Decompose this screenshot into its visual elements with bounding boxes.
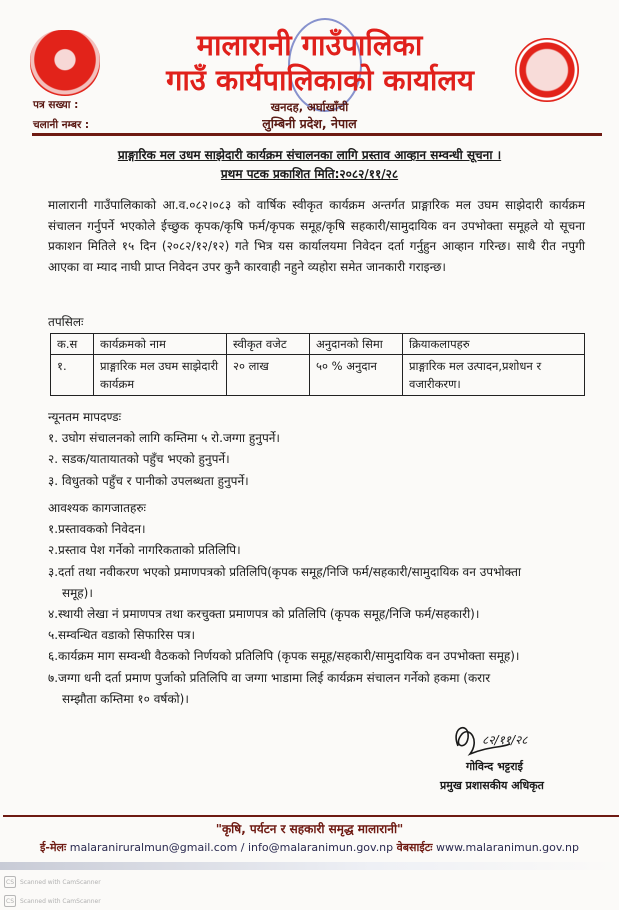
documents-section	[48, 498, 593, 710]
list-item: ६.कार्यक्रम माग सम्वन्धी वैठकको निर्णयको प्रतिलिपि (कृपक समूह/सहकारी/सामुदायिक वन उपभोक्ता समूह)।	[48, 649, 520, 664]
signature-date: ८२/११/२८	[482, 733, 528, 747]
watermark-text: Scanned with CamScanner	[20, 878, 101, 886]
dispatch-number-label: चलानी नम्बर :	[33, 119, 90, 131]
website-label: वेबसाईटः	[396, 841, 433, 854]
address-province: लुम्बिनी प्रदेश, नेपाल	[262, 116, 357, 131]
criteria-label: न्यूनतम मापदण्डः	[48, 410, 122, 424]
table-header-row	[51, 334, 585, 355]
list-item: २.प्रस्ताव पेश गर्नेको नागरिकताको प्रतिलिपि।	[48, 543, 241, 558]
signatory-role: प्रमुख प्रशासकीय अधिकृत	[440, 779, 544, 792]
footer-divider	[3, 815, 619, 817]
cell-grant-limit: ५० % अनुदान	[310, 355, 403, 396]
camscanner-icon: CS	[4, 876, 16, 888]
column-header-budget: स्वीकृत वजेट	[227, 334, 310, 355]
camscanner-icon: CS	[4, 895, 16, 907]
list-item-continuation: समूह)।	[62, 585, 93, 600]
address-district: खनदह, अर्घाखाँची	[270, 100, 349, 114]
criteria-section	[48, 407, 593, 492]
notice-title: प्राङ्गारिक मल उधम साझेदारी कार्यक्रम संचालनका लागि प्रस्ताव आव्हान सम्वन्धी सूचना ।	[117, 148, 502, 162]
documents-label: आवश्यक कागजातहरुः	[48, 501, 146, 515]
list-item-continuation: सम्झौता कम्तिमा १० वर्षको)।	[62, 691, 189, 706]
column-header-program-name: कार्यक्रमको नाम	[94, 334, 227, 355]
column-header-activities: क्रियाकलापहरु	[403, 334, 585, 355]
watermark-text: Scanned with CamScanner	[20, 897, 101, 905]
list-item: ७.जग्गा धनी दर्ता प्रमाण पुर्जाको प्रतिलिपि वा जग्गा भाडामा लिई कार्यक्रम संचालन गर्नेको हकमा (करार	[48, 670, 491, 685]
table-row	[51, 355, 585, 396]
signatory-name: गोविन्द भट्टराई	[466, 760, 523, 773]
footer-contact	[0, 840, 619, 855]
column-header-grant-limit: अनुदानको सिमा	[310, 334, 403, 355]
cell-budget: २० लाख	[227, 355, 310, 396]
list-item: ३.दर्ता तथा नवीकरण भएको प्रमाणपत्रको प्रतिलिपि(कृपक समूह/निजि फर्म/सहकारी/सामुदायिक वन उपभोक्ता	[48, 564, 522, 579]
cell-program-name: प्राङ्गारिक मल उघम साझेदारी कार्यक्रम	[94, 355, 227, 396]
email-addresses[interactable]: malaraniruralmun@gmail.com / info@malaranimun.gov.np	[69, 841, 394, 854]
cell-activities: प्राङ्गारिक मल उत्पादन,प्रशोधन र वजारीकरण।	[403, 355, 585, 396]
list-item: १. उघोग संचालनको लागि कम्तिमा ५ रो.जग्गा हुनुपर्ने।	[48, 431, 280, 446]
list-item: ५.सम्वन्धित वडाको सिफारिस पत्र।	[48, 628, 196, 643]
list-item: १.प्रस्तावकको निवेदन।	[48, 522, 146, 537]
list-item: ४.स्थायी लेखा नं प्रमाणपत्र तथा करचुक्ता प्रमाणपत्र को प्रतिलिपि (कृपक समूह/निजि फर्म/सहकारी)।	[48, 607, 480, 622]
header-divider	[32, 133, 602, 136]
letter-number-label: पत्र सख्या :	[33, 99, 79, 111]
column-header-serial: क.स	[51, 334, 94, 355]
scanner-watermark	[4, 876, 101, 888]
org-name: मालारानी गाउँपालिका	[196, 28, 423, 62]
website-link[interactable]: www.malaranimun.gov.np	[436, 841, 579, 854]
scanner-watermark	[4, 895, 101, 907]
scan-edge	[0, 862, 619, 870]
footer-slogan: "कृषि, पर्यटन र सहकारी समृद्ध मालारानी"	[215, 822, 404, 836]
list-item: ३. विधुतको पहुँच र पानीको उपलब्धता हुनुपर्ने।	[48, 473, 249, 488]
program-table	[50, 333, 585, 396]
details-label: तपसिलः	[48, 315, 84, 329]
email-label: ई-मेलः	[40, 841, 67, 854]
office-name: गाउँ कार्यपालिकाको कार्यालय	[166, 63, 474, 97]
list-item: २. सडक/यातायातको पहुँच भएको हुनुपर्ने।	[48, 452, 230, 467]
cell-serial: १.	[51, 355, 94, 396]
notice-body: मालारानी गाउँपालिकाको आ.व.०८२।०८३ को वार्षिक स्वीकृत कार्यक्रम अन्तर्गत प्राङ्गारिक मल उघम साझेदारी कार्यक्रम संचालन गर्नुपर्ने भएकोले ईच्छुक कृपक/कृषि फर्म/कृपक समूह/कृषि सहकारी/सामुदायिक वन उपभोक्ता समूहले यो सूचना प्रकाशन मितिले १५ दिन (२०८२/१२/१२) गते भित्र यस कार्यालयमा निवेदन दर्ता गर्नुहुन आव्हान गरिन्छ। साथै रीत नपुगी आएका वा म्याद नाघी प्राप्त निवेदन उपर कुनै कारवाही नहुने व्यहोरा समेत जानकारी गराइन्छ।	[48, 198, 585, 274]
published-date: प्रथम पटक प्रकाशित मिति:२०८२/११/२८	[220, 167, 399, 181]
